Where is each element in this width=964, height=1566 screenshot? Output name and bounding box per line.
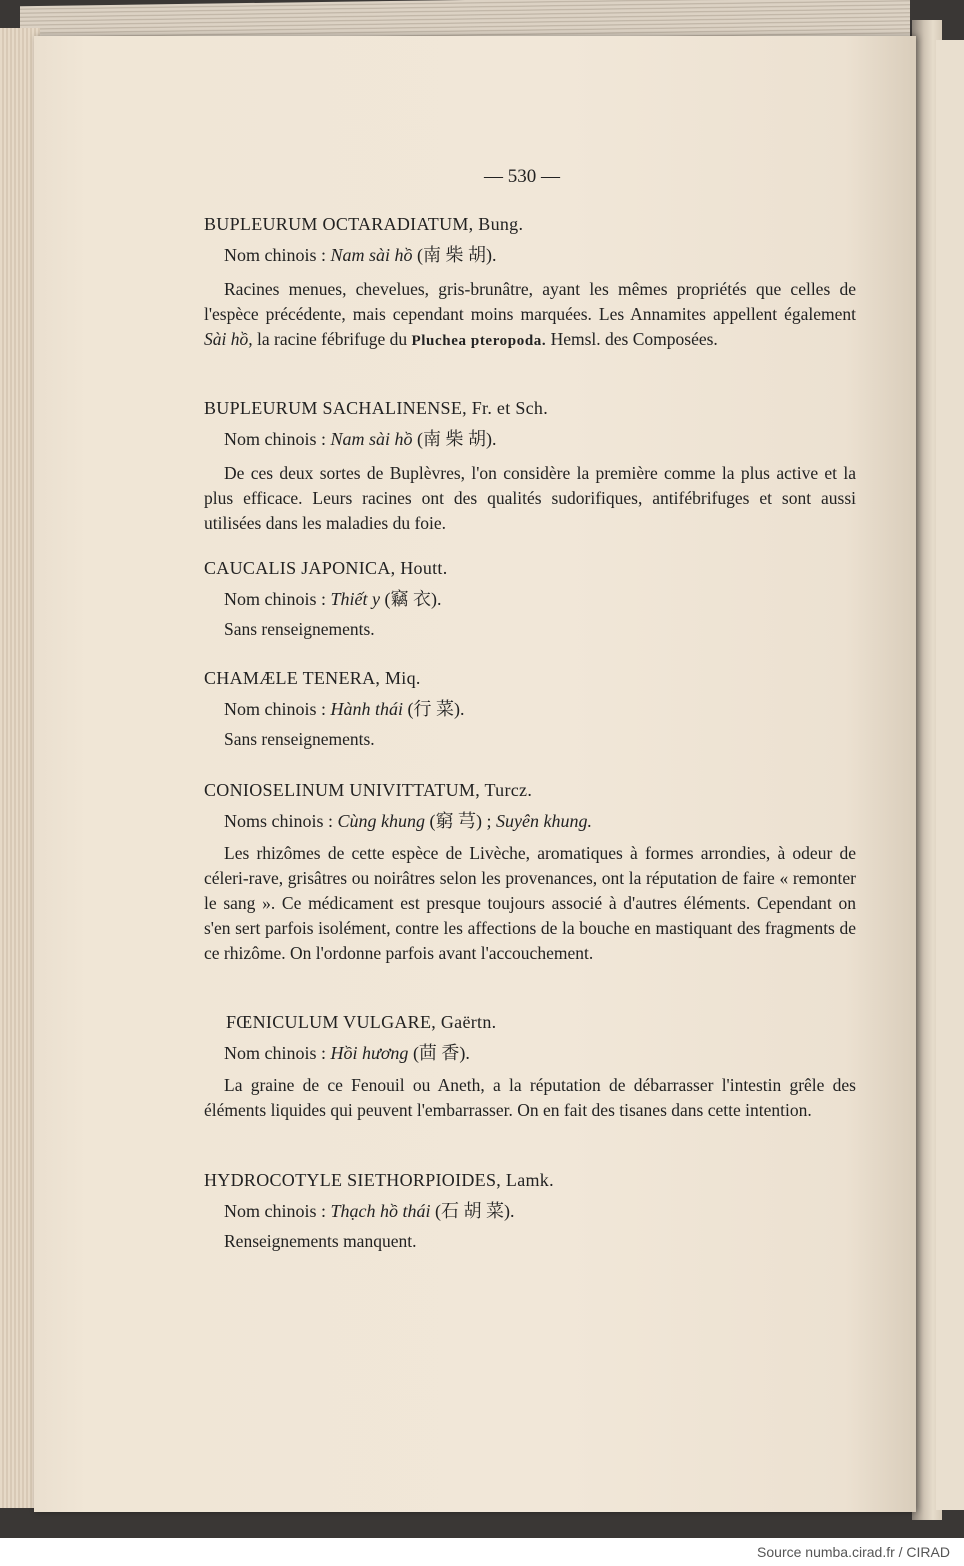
names-italic-alt: Suyên khung. — [496, 811, 592, 831]
entry-title: CAUCALIS JAPONICA, Houtt. — [204, 558, 448, 578]
names-label: Nom chinois : — [224, 245, 331, 265]
chinese-name — [224, 241, 864, 267]
entry-bupleurum-sachalinense — [204, 398, 864, 536]
body-italic: Sài hồ, — [204, 329, 253, 349]
chinese-name — [224, 585, 864, 611]
chinese-name — [224, 425, 864, 451]
entry-bupleurum-octaradiatum — [204, 214, 864, 354]
names-characters: (竊 衣). — [380, 589, 442, 609]
entry-body: Les rhizômes de cette espèce de Livèche, aromatiques à formes arrondies, à odeur de céleri-rave, grisâtres ou noirâtres selon les provenances, ont la réputation de faire « remonter le sang ». Ce médicament est presque toujours associé à d'autres éléments. Cependant on s'en sert parfois isolément, contre les affections de la bouche en mastiquant des fragments de ce rhizôme. On l'ordonne parfois avant l'accouchement. — [204, 843, 856, 963]
entry-chamaele-tenera — [204, 668, 864, 750]
body-text: Racines menues, chevelues, gris-brunâtre, ayant les mêmes propriétés que celles de l'espèce précédente, mais cependant moins marquées. Les Annamites appellent également — [204, 279, 856, 324]
entry-title: CHAMÆLE TENERA, Miq. — [204, 668, 421, 688]
names-label: Nom chinois : — [224, 589, 331, 609]
names-label: Nom chinois : — [224, 699, 331, 719]
entry-title: CONIOSELINUM UNIVITTATUM, Turcz. — [204, 780, 533, 800]
names-label: Nom chinois : — [224, 429, 331, 449]
names-italic: Hồi hương — [330, 1043, 409, 1063]
body-bold: Pluchea pteropoda. — [411, 333, 547, 349]
entry-caucalis-japonica — [204, 558, 864, 640]
entry-hydrocotyle-siethorpioides — [204, 1170, 864, 1252]
names-label: Nom chinois : — [224, 1043, 331, 1063]
body-text: Hemsl. des Composées. — [546, 329, 718, 349]
entry-title: FŒNICULUM VULGARE, Gaërtn. — [226, 1012, 497, 1032]
names-characters: (南 柴 胡). — [412, 245, 497, 265]
names-italic: Cùng khung — [337, 811, 426, 831]
chinese-name — [224, 1197, 864, 1223]
entry-body: Sans renseignements. — [224, 619, 375, 639]
names-characters: (行 菜). — [403, 699, 465, 719]
entry-title: BUPLEURUM SACHALINENSE, Fr. et Sch. — [204, 398, 549, 418]
names-label: Noms chinois : — [224, 811, 338, 831]
entry-body: Renseignements manquent. — [224, 1231, 417, 1251]
page-number: — 530 — — [484, 166, 560, 187]
chinese-name — [224, 695, 864, 721]
chinese-name — [224, 807, 864, 833]
entry-title: BUPLEURUM OCTARADIATUM, Bung. — [204, 214, 524, 234]
names-characters: (茴 香). — [408, 1043, 470, 1063]
names-italic: Nam sài hồ — [330, 429, 413, 449]
names-italic: Thạch hồ thái — [330, 1201, 431, 1221]
body-text: la racine fébrifuge du — [252, 329, 412, 349]
names-characters: (石 胡 菜). — [430, 1201, 515, 1221]
source-credit: Source numba.cirad.fr / CIRAD — [757, 1544, 950, 1560]
names-italic: Thiết y — [330, 589, 380, 609]
entry-title: HYDROCOTYLE SIETHORPIOIDES, Lamk. — [204, 1170, 554, 1190]
entry-body: De ces deux sortes de Buplèvres, l'on considère la première comme la plus active et la plus efficace. Leurs racines ont des qualités sudorifiques, antifébrifuges et sont aussi utilisées dans les maladies du foie. — [204, 463, 856, 533]
entry-conioselinum-univittatum — [204, 780, 864, 966]
names-italic: Hành thái — [330, 699, 404, 719]
names-characters: (窮 芎) ; — [425, 811, 497, 831]
names-italic: Nam sài hồ — [330, 245, 413, 265]
entry-body: La graine de ce Fenouil ou Aneth, a la réputation de débarrasser l'intestin grêle des éléments liquides qui peuvent l'embarrasser. On en fait des tisanes dans cette intention. — [204, 1075, 856, 1120]
entry-foeniculum-vulgare — [204, 1012, 864, 1123]
entry-body: Sans renseignements. — [224, 729, 375, 749]
names-characters: (南 柴 胡). — [412, 429, 497, 449]
entry-body — [204, 277, 856, 354]
chinese-name — [224, 1039, 864, 1065]
facing-page-edge — [936, 40, 964, 1510]
names-label: Nom chinois : — [224, 1201, 331, 1221]
